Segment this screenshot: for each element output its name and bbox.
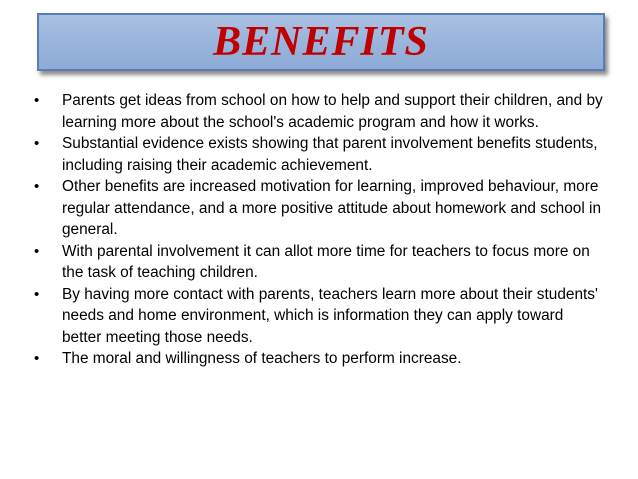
list-item bbox=[34, 133, 604, 176]
list-item-text: With parental involvement it can allot more time for teachers to focus more on the task of teaching children. bbox=[62, 242, 590, 281]
list-item-text: Parents get ideas from school on how to help and support their children, and by learning more about the school's academic program and how it works. bbox=[62, 92, 603, 131]
bullet-icon: • bbox=[34, 242, 40, 260]
title-banner bbox=[37, 13, 605, 71]
list-item bbox=[34, 348, 604, 370]
list-item bbox=[34, 90, 604, 133]
list-item bbox=[34, 176, 604, 241]
list-item-text: The moral and willingness of teachers to perform increase. bbox=[62, 350, 462, 367]
benefits-list bbox=[34, 90, 604, 370]
list-item-text: Substantial evidence exists showing that parent involvement benefits students, including raising their academic achievement. bbox=[62, 135, 598, 174]
list-item bbox=[34, 241, 604, 284]
bullet-icon: • bbox=[34, 285, 40, 303]
bullet-icon: • bbox=[34, 178, 40, 195]
list-item-text: By having more contact with parents, teachers learn more about their students' needs and home environment, which is information they can apply toward better meeting those needs. bbox=[62, 285, 598, 346]
bullet-icon: • bbox=[34, 135, 40, 152]
slide-title: BENEFITS bbox=[213, 19, 429, 65]
list-item-text: Other benefits are increased motivation for learning, improved behaviour, more regular attendance, and a more positive attitude about homework and school in general. bbox=[62, 178, 602, 238]
bullet-icon: • bbox=[34, 350, 40, 367]
bullet-icon: • bbox=[34, 92, 40, 109]
list-item bbox=[34, 284, 604, 349]
